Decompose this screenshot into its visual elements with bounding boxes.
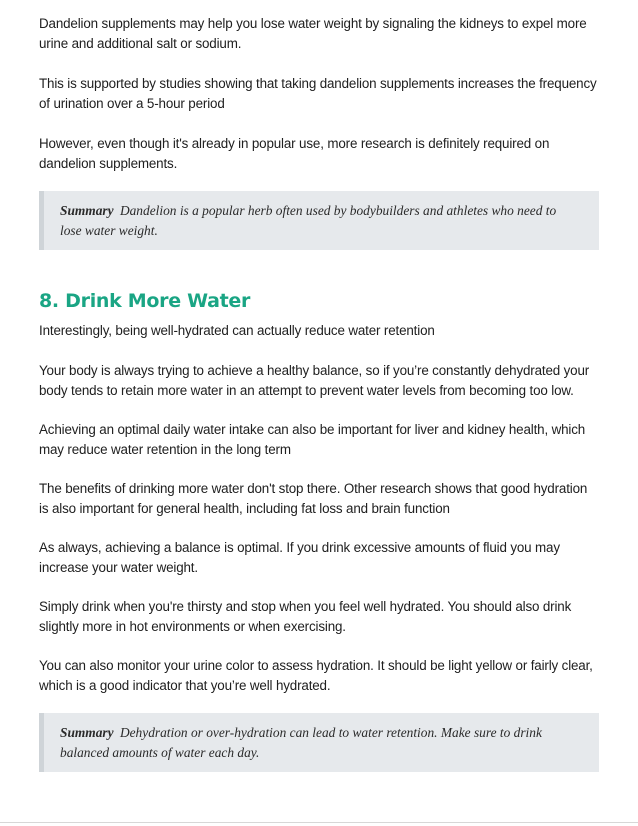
section-heading: 8. Drink More Water: [39, 290, 251, 312]
paragraph-excessive-fluid: As always, achieving a balance is optimal. If you drink excessive amounts of fluid you may increase your water weight.: [39, 540, 560, 575]
summary-box-dandelion: [39, 191, 599, 250]
paragraph-urine-color: You can also monitor your urine color to assess hydration. It should be light yellow or fairly clear, which is a good indicator that you’re well hydrated.: [39, 658, 593, 693]
summary-content: Dehydration or over-hydration can lead to water retention. Make sure to drink balanced amounts of water each day.: [60, 725, 542, 760]
summary-box-hydration: [39, 713, 599, 772]
paragraph-liver-kidney: Achieving an optimal daily water intake can also be important for liver and kidney health, which may reduce water retention in the long term: [39, 422, 586, 457]
paragraph-thirsty: Simply drink when you're thirsty and stop when you feel well hydrated. You should also drink slightly more in hot environments or when exercising.: [39, 599, 572, 634]
page-bottom-divider: [0, 822, 638, 823]
summary-text: [60, 201, 579, 241]
summary-text: [60, 723, 579, 763]
paragraph-balance: Your body is always trying to achieve a healthy balance, so if you’re constantly dehydrated your body tends to retain more water in an attempt to prevent water levels from becoming too low.: [39, 363, 590, 398]
summary-label: Summary: [60, 203, 114, 218]
paragraph-dandelion-kidneys: Dandelion supplements may help you lose water weight by signaling the kidneys to expel more urine and additional salt or sodium.: [39, 16, 587, 51]
paragraph-dandelion-studies: This is supported by studies showing that taking dandelion supplements increases the frequency of urination over a 5-hour period: [39, 76, 597, 111]
paragraph-dandelion-research: However, even though it's already in popular use, more research is definitely required on dandelion supplements.: [39, 136, 550, 171]
paragraph-hydration-intro: Interestingly, being well-hydrated can actually reduce water retention: [39, 323, 435, 338]
paragraph-benefits: The benefits of drinking more water don't stop there. Other research shows that good hydration is also important for general health, including fat loss and brain function: [39, 481, 588, 516]
summary-label: Summary: [60, 725, 114, 740]
summary-content: Dandelion is a popular herb often used by bodybuilders and athletes who need to lose water weight.: [60, 203, 557, 238]
